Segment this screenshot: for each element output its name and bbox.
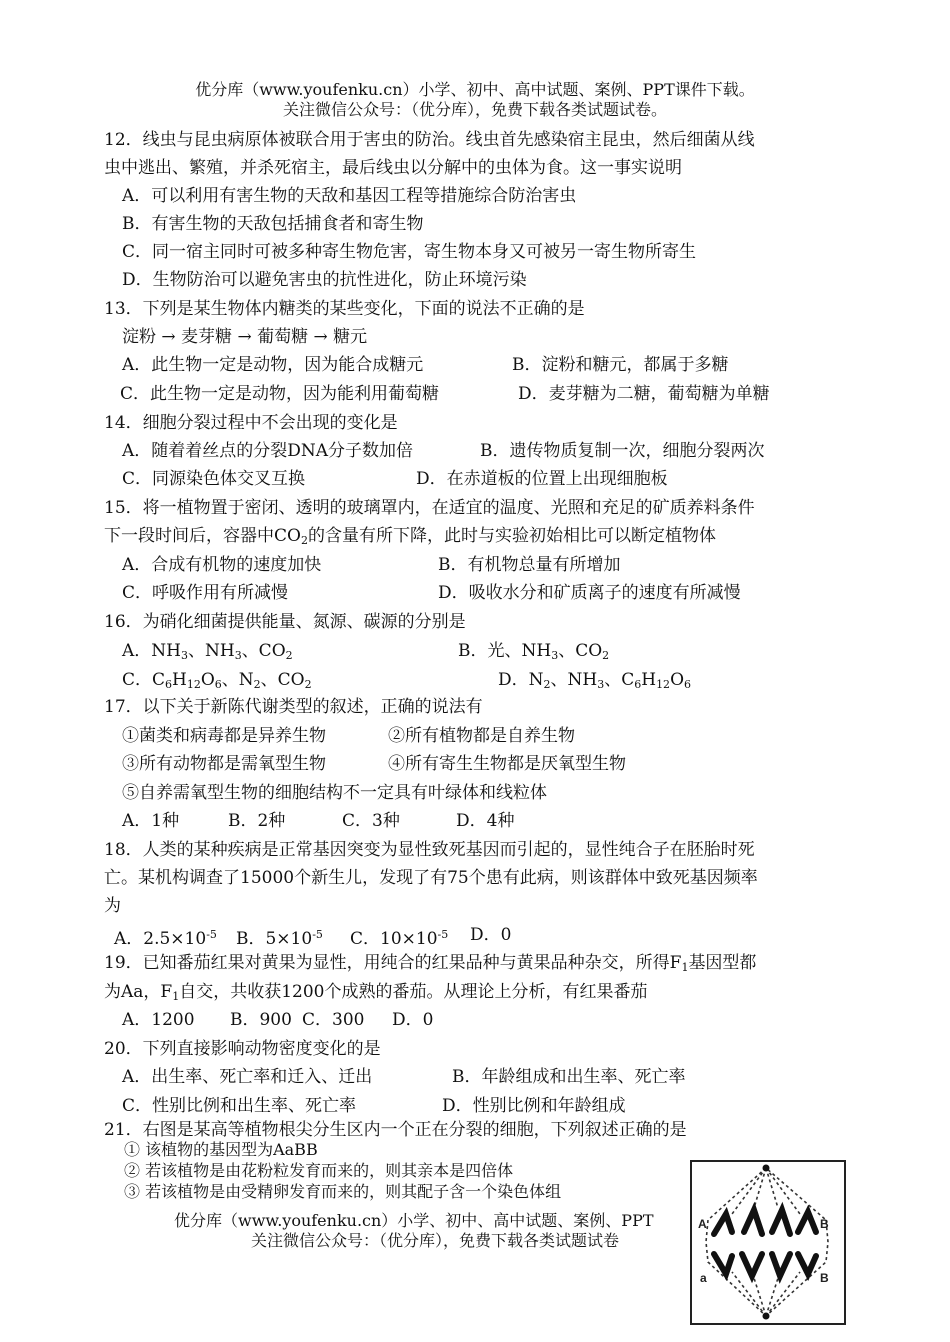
footer-line-2: 关注微信公众号：（优分库），免费下载各类试题试卷 [251,1231,620,1250]
q19-option-d: D．0 [392,1010,434,1030]
q18-stem-line-1: 18．人类的某种疾病是正常基因突变为显性致死基因而引起的，显性纯合子在胚胎时死 [104,840,755,860]
q18-stem-line-3: 为 [104,896,121,916]
q14-option-c: C．同源染色体交叉互换 [122,469,306,489]
q20-option-b: B．年龄组成和出生率、死亡率 [452,1067,686,1087]
q12-stem-line-1: 12．线虫与昆虫病原体被联合用于害虫的防治。线虫首先感染宿主昆虫，然后细菌从线 [104,130,755,150]
q17-option-b: B．2种 [228,811,286,831]
cell-division-figure [690,1160,846,1325]
header-line-1: 优分库（www.youfenku.cn）小学、初中、高中试题、案例、PPT课件下载。 [195,80,755,99]
q13-stem: 13．下列是某生物体内糖类的某些变化，下面的说法不正确的是 [104,299,585,319]
q20-option-d: D．性别比例和年龄组成 [442,1096,626,1116]
q12-option-c: C．同一宿主同时可被多种寄生物危害，寄生物本身又可被另一寄生物所寄生 [122,242,697,262]
q15-option-d: D．吸收水分和矿质离子的速度有所减慢 [438,583,741,603]
q16-option-c: C．$C_6H_{12}O_6$、$N_2$、$CO_2$ [122,670,312,691]
q16-stem: 16．为硝化细菌提供能量、氮源、碳源的分别是 [104,612,466,632]
q17-option-c: C．3种 [342,811,400,831]
pole-top [763,1165,770,1172]
label-lower-right: B [820,1271,829,1285]
q20-option-c: C．性别比例和出生率、死亡率 [122,1096,357,1116]
q21-statement-2: ② 若该植物是由花粉粒发育而来的，则其亲本是四倍体 [124,1161,514,1180]
upper-chromosomes [714,1210,816,1234]
q16-option-b: B．光、$NH_3$、$CO_2$ [458,641,610,662]
q17-statement-4: ④所有寄生生物都是厌氧型生物 [388,754,626,774]
q18-option-b: B．$5\times 10^{-5}$ [236,928,323,949]
q13-option-a: A．此生物一定是动物，因为能合成糖元 [122,355,424,375]
q15-option-c: C．呼吸作用有所减慢 [122,583,289,603]
q18-option-a: A．$2.5\times 10^{-5}$ [114,928,217,949]
q19-stem-line-2: 为Aa，$F_1$自交，共收获1200个成熟的番茄。从理论上分析，有红果番茄 [104,982,648,1003]
footer-line-1: 优分库（www.youfenku.cn）小学、初中、高中试题、案例、PPT [174,1211,654,1230]
q17-statement-5: ⑤自养需氧型生物的细胞结构不一定具有叶绿体和线粒体 [122,783,547,803]
lower-chromosomes [714,1254,816,1276]
q19-option-c: C．300 [302,1010,365,1030]
q14-option-d: D．在赤道板的位置上出现细胞板 [416,469,668,489]
q14-stem: 14．细胞分裂过程中不会出现的变化是 [104,413,398,433]
q17-statement-1: ①菌类和病毒都是异养生物 [122,726,326,746]
q17-statement-3: ③所有动物都是需氧型生物 [122,754,326,774]
q15-option-a: A．合成有机物的速度加快 [122,555,322,575]
q13-option-c: C．此生物一定是动物，因为能利用葡萄糖 [120,384,440,404]
q20-stem: 20．下列直接影响动物密度变化的是 [104,1039,381,1059]
q17-stem: 17．以下关于新陈代谢类型的叙述，正确的说法有 [104,697,483,717]
q16-option-a: A．$NH_3$、$NH_3$、$CO_2$ [122,641,293,662]
q18-option-d: D．0 [470,925,512,945]
q19-option-a: A．1200 [122,1010,195,1030]
q13-option-d: D．麦芽糖为二糖，葡萄糖为单糖 [518,384,770,404]
q21-statement-1: ① 该植物的基因型为AaBB [124,1140,318,1159]
spindle-lines [706,1168,828,1316]
q12-option-d: D．生物防治可以避免害虫的抗性进化，防止环境污染 [122,270,527,290]
cell-division-diagram [692,1162,844,1323]
label-lower-left: a [700,1271,707,1285]
label-upper-left: A [698,1217,707,1231]
q15-option-b: B．有机物总量有所增加 [438,555,621,575]
q21-statement-3: ③ 若该植物是由受精卵发育而来的，则其配子含一个染色体组 [124,1182,562,1201]
q15-stem-line-2: 下一段时间后，容器中$CO_2$的含量有所下降，此时与实验初始相比可以断定植物体 [104,526,716,547]
q13-sugar-chain: 淀粉 → 麦芽糖 → 葡萄糖 → 糖元 [122,327,368,347]
q14-option-a: A．随着着丝点的分裂DNA分子数加倍 [122,441,414,461]
q14-option-b: B．遗传物质复制一次，细胞分裂两次 [480,441,765,461]
q17-statement-2: ②所有植物都是自养生物 [388,726,575,746]
q12-option-a: A．可以利用有害生物的天敌和基因工程等措施综合防治害虫 [122,186,577,206]
q21-stem: 21．右图是某高等植物根尖分生区内一个正在分裂的细胞，下列叙述正确的是 [104,1120,687,1140]
label-upper-right: B [820,1217,829,1231]
q13-option-b: B．淀粉和糖元，都属于多糖 [512,355,729,375]
q16-option-d: D．$N_2$、$NH_3$、$C_6H_{12}O_6$ [498,670,691,691]
q17-option-a: A．1种 [122,811,180,831]
q19-option-b: B．900 [230,1010,292,1030]
q18-option-c: C．$10\times 10^{-5}$ [350,928,449,949]
header-line-2: 关注微信公众号：（优分库），免费下载各类试题试卷。 [282,100,667,119]
q15-stem-line-1: 15．将一植物置于密闭、透明的玻璃罩内，在适宜的温度、光照和充足的矿质养料条件 [104,498,755,518]
q17-option-d: D．4种 [456,811,515,831]
pole-bottom [763,1313,770,1320]
q19-stem-line-1: 19．已知番茄红果对黄果为显性，用纯合的红果品种与黄果品种杂交，所得$F_1$基因型都 [104,953,757,974]
q20-option-a: A．出生率、死亡率和迁入、迁出 [122,1067,373,1087]
q12-option-b: B．有害生物的天敌包括捕食者和寄生物 [122,214,424,234]
q12-stem-line-2: 虫中逃出、繁殖，并杀死宿主，最后线虫以分解中的虫体为食。这一事实说明 [104,158,682,178]
q18-stem-line-2: 亡。某机构调查了15000个新生儿，发现了有75个患有此病，则该群体中致死基因频率 [104,868,758,888]
